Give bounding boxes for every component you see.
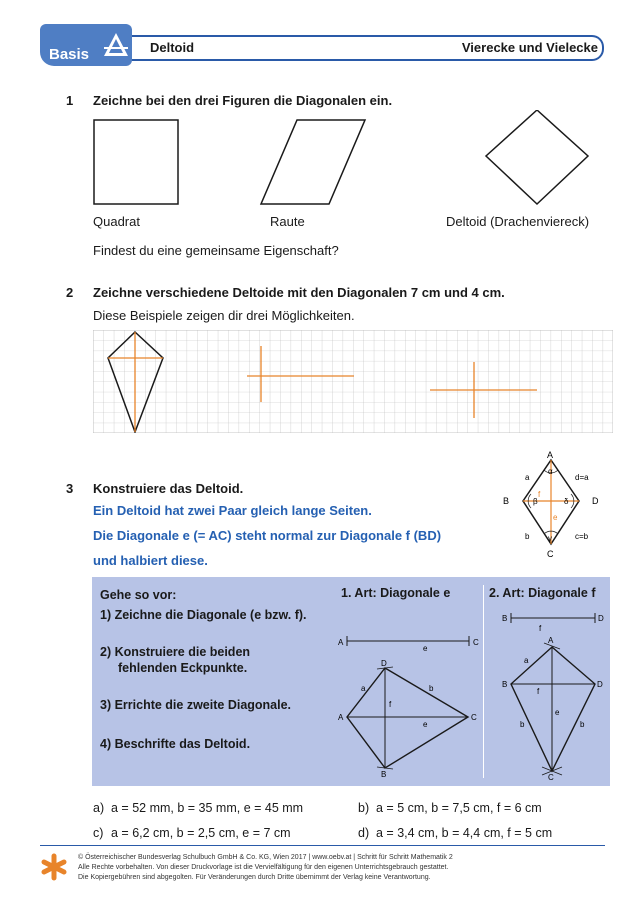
panel-divider (483, 585, 484, 778)
task3-fact-2: Die Diagonale e (= AC) steht normal zur Diagonale f (BD) (93, 528, 442, 543)
footer-line-2: Alle Rechte vorbehalten. Von dieser Druckvorlage ist die Vervielfältigung für den eigenen Unterrichtsgebrauch gestattet. (78, 864, 449, 871)
footer-line-3: Die Kopiergebühren sind abgegolten. Für Veränderungen durch Dritte übernimmt der Verlag keine Verantwortung. (78, 874, 431, 881)
task1-number: 1 (66, 93, 74, 108)
footer-line-1: © Österreichischer Bundesverlag Schulbuch GmbH & Co. KG, Wien 2017 | www.oebv.at | Schritt für Schritt Mathematik 2 (78, 854, 453, 861)
grid-paper (93, 330, 613, 433)
svg-text:e: e (423, 720, 428, 729)
svg-text:A: A (338, 638, 344, 647)
diagram-d-eq: d=a (575, 473, 589, 482)
diagram-e: e (553, 513, 558, 522)
task1-figures (85, 110, 615, 215)
answer-a-label: a) (93, 801, 105, 815)
deltoid-diagram (495, 448, 610, 573)
svg-text:a: a (361, 684, 366, 693)
task3-fact-3: und halbiert diese. (93, 553, 208, 568)
answer-d-label: d) (358, 826, 370, 840)
diagram-B: B (503, 496, 510, 506)
diagram-D: D (592, 496, 599, 506)
svg-text:C: C (471, 713, 477, 722)
answer-b-label: b) (358, 801, 370, 815)
footer-divider (40, 845, 605, 846)
diagram-alpha: α (548, 467, 553, 476)
svg-text:b: b (429, 684, 434, 693)
answer-c-label: c) (93, 826, 104, 840)
svg-text:f: f (537, 687, 540, 696)
diagram-f: f (538, 490, 541, 499)
svg-text:D: D (597, 680, 603, 689)
label-deltoid: Deltoid (Drachenviereck) (446, 214, 590, 229)
page-title: Deltoid (150, 40, 195, 55)
publisher-star-icon (40, 852, 68, 882)
kite-shape (486, 110, 588, 204)
svg-text:A: A (338, 713, 344, 722)
answer-b: a = 5 cm, b = 7,5 cm, f = 6 cm (376, 801, 542, 815)
step-2b: fehlenden Eckpunkte. (118, 661, 248, 675)
diagram-delta: δ (564, 497, 569, 506)
diagram-C: C (547, 549, 554, 559)
step-2: 2) Konstruiere die beiden (100, 645, 251, 659)
svg-text:B: B (502, 680, 508, 689)
art1-construction (337, 625, 483, 785)
svg-text:f: f (389, 700, 392, 709)
diagram-beta: β (533, 497, 538, 506)
diagram-A: A (547, 450, 554, 460)
art2-construction (497, 605, 607, 780)
chapter-title: Vierecke und Vielecke (461, 40, 598, 55)
svg-text:B: B (381, 770, 387, 779)
badge-label: Basis (49, 46, 90, 63)
svg-text:D: D (381, 659, 387, 668)
svg-text:b: b (580, 720, 585, 729)
diagram-b: b (525, 532, 530, 541)
diagram-gamma: γ (548, 534, 552, 543)
svg-text:e: e (423, 644, 428, 653)
answer-c: a = 6,2 cm, b = 2,5 cm, e = 7 cm (111, 826, 291, 840)
rhombus-shape (261, 120, 365, 204)
label-quadrat: Quadrat (93, 214, 140, 229)
label-raute: Raute (270, 214, 305, 229)
task3-number: 3 (66, 481, 74, 496)
diagram-a: a (525, 473, 530, 482)
svg-text:C: C (473, 638, 479, 647)
task3-fact-1: Ein Deltoid hat zwei Paar gleich lange Seiten. (93, 503, 372, 518)
step-1: 1) Zeichne die Diagonale (e bzw. f). (100, 608, 307, 622)
svg-text:A: A (548, 636, 554, 645)
answer-a: a = 52 mm, b = 35 mm, e = 45 mm (111, 801, 304, 815)
task1-instruction: Zeichne bei den drei Figuren die Diagonalen ein. (93, 93, 393, 108)
task1-question: Findest du eine gemeinsame Eigenschaft? (93, 243, 339, 258)
task2-number: 2 (66, 285, 74, 300)
svg-text:B: B (502, 614, 508, 623)
art2-title: 2. Art: Diagonale f (489, 586, 596, 600)
answer-d: a = 3,4 cm, b = 4,4 cm, f = 5 cm (376, 826, 553, 840)
art1-title: 1. Art: Diagonale e (341, 586, 451, 600)
task2-subtitle: Diese Beispiele zeigen dir drei Möglichkeiten. (93, 308, 355, 323)
task3-instruction: Konstruiere das Deltoid. (93, 481, 244, 496)
diagram-c-eq: c=b (575, 532, 589, 541)
task2-instruction: Zeichne verschiedene Deltoide mit den Diagonalen 7 cm und 4 cm. (93, 285, 505, 300)
svg-text:f: f (539, 624, 542, 633)
square-shape (94, 120, 178, 204)
svg-text:e: e (555, 708, 560, 717)
svg-text:a: a (524, 656, 529, 665)
svg-text:C: C (548, 773, 554, 780)
triangle-icon (102, 30, 130, 60)
footer-text (78, 853, 598, 883)
step-4: 4) Beschrifte das Deltoid. (100, 737, 251, 751)
svg-text:b: b (520, 720, 525, 729)
svg-text:D: D (598, 614, 604, 623)
step-3: 3) Errichte die zweite Diagonale. (100, 698, 292, 712)
steps-title: Gehe so vor: (100, 588, 177, 602)
